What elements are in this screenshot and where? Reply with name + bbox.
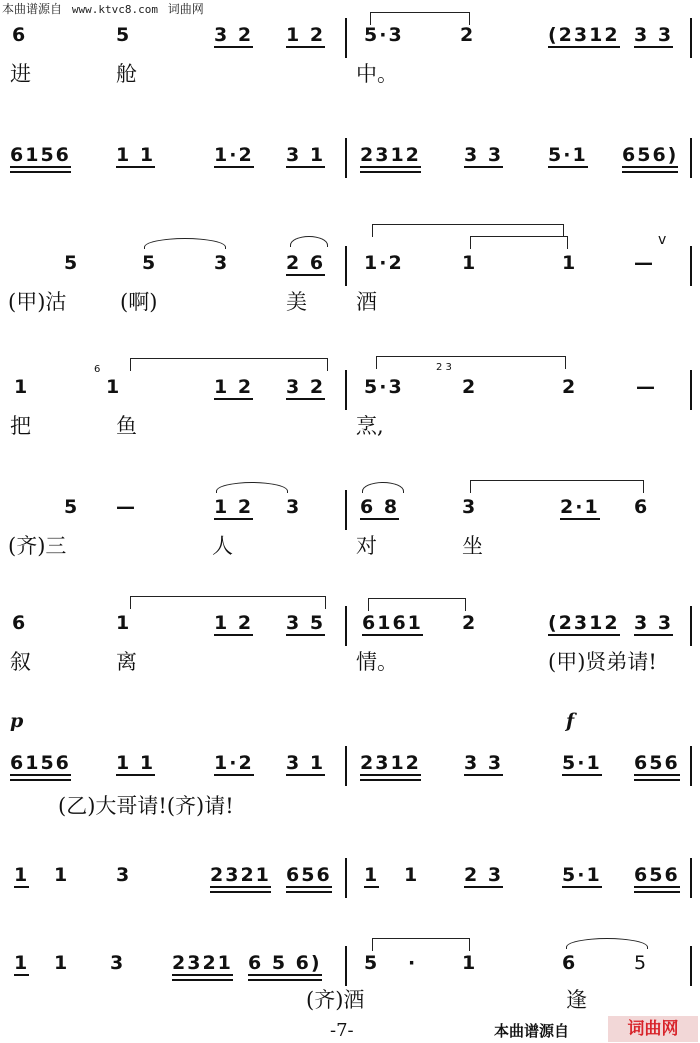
slur bbox=[362, 482, 404, 493]
note: 656 bbox=[286, 864, 332, 886]
note: 3 bbox=[286, 496, 302, 518]
note: 5·1 bbox=[562, 752, 602, 774]
lyric: (齐)酒 bbox=[306, 988, 365, 1012]
note: 3 2 bbox=[286, 376, 326, 398]
lyric: 人 bbox=[212, 534, 233, 558]
barline bbox=[345, 490, 347, 530]
barline bbox=[345, 138, 347, 178]
note: 6 bbox=[562, 952, 578, 974]
note: 5 bbox=[116, 24, 132, 46]
notes-row bbox=[0, 22, 700, 52]
note: 2321 bbox=[172, 952, 233, 974]
barline bbox=[345, 746, 347, 786]
note: 5 bbox=[64, 496, 80, 518]
barline bbox=[345, 606, 347, 646]
note: 3 3 bbox=[464, 144, 504, 166]
source-header bbox=[0, 0, 300, 18]
note: 1·2 bbox=[214, 144, 254, 166]
lyric: 情。 bbox=[356, 650, 398, 674]
barline bbox=[345, 18, 347, 58]
note: 5 bbox=[634, 952, 649, 974]
slur bbox=[470, 236, 568, 249]
lyric: 逢 bbox=[566, 988, 587, 1012]
note: · bbox=[408, 952, 418, 974]
note: 5·1 bbox=[562, 864, 602, 886]
dynamic-mark: p bbox=[10, 710, 24, 732]
lyric: 坐 bbox=[462, 534, 483, 558]
lyric: 美 bbox=[286, 290, 307, 314]
barline bbox=[690, 746, 692, 786]
site-logo[interactable]: 词曲网 bbox=[608, 1016, 698, 1042]
barline bbox=[690, 246, 692, 286]
note: — bbox=[116, 496, 137, 518]
lyric: 烹, bbox=[356, 414, 384, 438]
note: 1 bbox=[14, 864, 30, 886]
note: 1 bbox=[54, 952, 70, 974]
note: (2312 bbox=[548, 24, 620, 46]
slur bbox=[470, 480, 644, 493]
note: 1 2 bbox=[214, 496, 254, 518]
barline bbox=[690, 946, 692, 986]
note: 6 bbox=[12, 24, 28, 46]
note: 1 1 bbox=[116, 144, 156, 166]
note: 6156 bbox=[10, 144, 71, 166]
note: 656) bbox=[622, 144, 679, 166]
notes-row bbox=[0, 142, 700, 172]
lyrics-row bbox=[0, 286, 700, 316]
note: 1 bbox=[562, 252, 578, 274]
note: 3 bbox=[110, 952, 126, 974]
lyric: (甲)贤弟请! bbox=[548, 650, 657, 674]
note: 2312 bbox=[360, 752, 421, 774]
slur bbox=[216, 482, 288, 493]
footer-source: 本曲谱源自 bbox=[494, 1022, 570, 1040]
note: 3 bbox=[462, 496, 478, 518]
slur bbox=[368, 598, 466, 611]
note: 6156 bbox=[10, 752, 71, 774]
note: 2 bbox=[460, 24, 476, 46]
note: 3 bbox=[214, 252, 230, 274]
notes-row bbox=[0, 862, 700, 892]
note: 1 bbox=[14, 952, 30, 974]
dynamic-mark: f bbox=[566, 710, 575, 732]
barline bbox=[690, 370, 692, 410]
note: 2 bbox=[462, 376, 478, 398]
note: 3 1 bbox=[286, 752, 326, 774]
header-name: 词曲网 bbox=[167, 2, 204, 16]
note: 5 bbox=[364, 952, 380, 974]
notes-row bbox=[0, 950, 700, 980]
note: 1·2 bbox=[364, 252, 404, 274]
note: 1 2 bbox=[286, 24, 326, 46]
note: 2312 bbox=[360, 144, 421, 166]
slur bbox=[144, 238, 226, 249]
lyric: (齐)三 bbox=[8, 534, 67, 558]
notes-row bbox=[0, 750, 700, 780]
note: 5·3 bbox=[364, 376, 404, 398]
lyrics-row bbox=[0, 790, 700, 820]
notes-row bbox=[0, 494, 700, 524]
barline bbox=[345, 858, 347, 898]
lyric: 对 bbox=[356, 534, 377, 558]
slur bbox=[566, 938, 648, 949]
lyrics-row bbox=[0, 530, 700, 560]
lyric: 进 bbox=[10, 62, 31, 86]
slur bbox=[376, 356, 566, 369]
note: — bbox=[636, 376, 657, 398]
lyric: 舱 bbox=[116, 62, 137, 86]
note: 3 bbox=[116, 864, 132, 886]
note: 5·3 bbox=[364, 24, 404, 46]
note: 1 bbox=[106, 376, 122, 398]
lyric: 鱼 bbox=[116, 414, 137, 438]
barline bbox=[345, 370, 347, 410]
page-number: -7- bbox=[330, 1020, 354, 1041]
note: 3 5 bbox=[286, 612, 326, 634]
note: 6 bbox=[634, 496, 650, 518]
barline bbox=[690, 858, 692, 898]
note: 6 8 bbox=[360, 496, 400, 518]
note: 1 bbox=[364, 864, 380, 886]
slur bbox=[290, 236, 328, 247]
note: 1 bbox=[116, 612, 132, 634]
note: 2 6 bbox=[286, 252, 326, 274]
slur bbox=[130, 596, 326, 609]
lyrics-row bbox=[0, 646, 700, 676]
breath-mark: v bbox=[658, 232, 667, 248]
lyric: 酒 bbox=[356, 290, 377, 314]
barline bbox=[690, 138, 692, 178]
note: 5 bbox=[142, 252, 158, 274]
slur bbox=[372, 938, 470, 951]
barline bbox=[345, 246, 347, 286]
note: 1 2 bbox=[214, 376, 254, 398]
lyric: 把 bbox=[10, 414, 31, 438]
notes-row bbox=[0, 610, 700, 640]
lyric: (甲)沽 bbox=[8, 290, 67, 314]
note: 1·2 bbox=[214, 752, 254, 774]
note: 6 bbox=[12, 612, 28, 634]
note: 6161 bbox=[362, 612, 423, 634]
lyric: (乙)大哥请!(齐)请! bbox=[58, 794, 234, 818]
note: 3 3 bbox=[464, 752, 504, 774]
lyric: 离 bbox=[116, 650, 137, 674]
note: (2312 bbox=[548, 612, 620, 634]
notes-row bbox=[0, 362, 700, 404]
note: 3 3 bbox=[634, 612, 674, 634]
grace-note: 2 3 bbox=[436, 362, 452, 373]
note: 6 5 6) bbox=[248, 952, 322, 974]
barline bbox=[690, 18, 692, 58]
grace-note: 6 bbox=[94, 364, 101, 375]
note: 3 3 bbox=[634, 24, 674, 46]
note: 656 bbox=[634, 752, 680, 774]
note: 1 bbox=[14, 376, 30, 398]
note: 2321 bbox=[210, 864, 271, 886]
note: 2 bbox=[562, 376, 578, 398]
note: 2 3 bbox=[464, 864, 504, 886]
barline bbox=[690, 606, 692, 646]
note: 3 1 bbox=[286, 144, 326, 166]
header-url: www.ktvc8.com bbox=[71, 3, 158, 16]
note: 1 bbox=[404, 864, 420, 886]
notes-row bbox=[0, 232, 700, 280]
lyrics-row bbox=[0, 410, 700, 440]
slur bbox=[130, 358, 328, 371]
note: 5·1 bbox=[548, 144, 588, 166]
lyric: 叙 bbox=[10, 650, 31, 674]
note: 5 bbox=[64, 252, 80, 274]
lyrics-row bbox=[0, 58, 700, 88]
note: 2 bbox=[462, 612, 478, 634]
note: 1 1 bbox=[116, 752, 156, 774]
lyric: (啊) bbox=[120, 290, 158, 314]
note: 656 bbox=[634, 864, 680, 886]
note: 1 bbox=[54, 864, 70, 886]
note: 2·1 bbox=[560, 496, 600, 518]
lyrics-row bbox=[0, 984, 700, 1014]
header-site: 本曲谱源自 bbox=[2, 2, 63, 16]
note: — bbox=[634, 252, 655, 274]
lyric: 中。 bbox=[356, 62, 398, 86]
note: 1 2 bbox=[214, 612, 254, 634]
barline bbox=[345, 946, 347, 986]
note: 1 bbox=[462, 252, 478, 274]
note: 3 2 bbox=[214, 24, 254, 46]
note: 1 bbox=[462, 952, 478, 974]
